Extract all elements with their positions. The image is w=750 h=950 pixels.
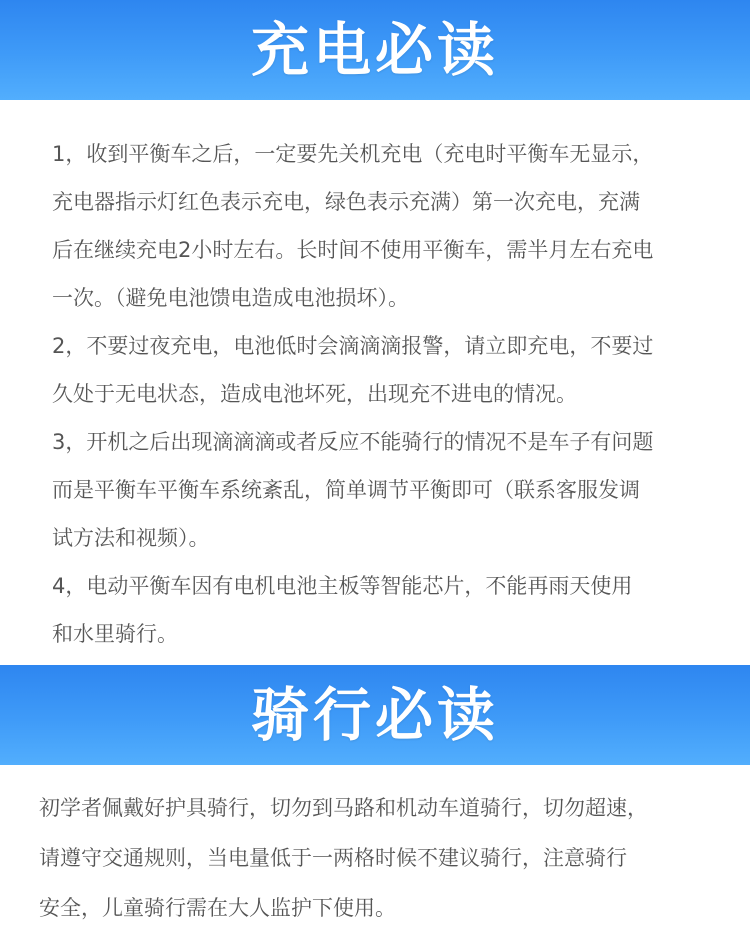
text-line: 1，收到平衡车之后，一定要先关机充电（充电时平衡车无显示， — [52, 142, 654, 166]
text-line: 2，不要过夜充电，电池低时会滴滴滴报警，请立即充电，不要过 — [52, 334, 654, 358]
text-line: 而是平衡车平衡车系统紊乱，简单调节平衡即可（联系客服发调 — [52, 478, 640, 502]
text-line: 一次。（避免电池馈电造成电池损坏）。 — [52, 286, 409, 310]
text-line: 试方法和视频）。 — [52, 526, 210, 550]
charging-instructions — [52, 130, 738, 658]
riding-title: 骑行必读 — [250, 681, 499, 749]
text-line: 请遵守交通规则，当电量低于一两格时候不建议骑行，注意骑行 — [39, 846, 627, 870]
text-line: 4，电动平衡车因有电机电池主板等智能芯片，不能再雨天使用 — [52, 574, 633, 598]
riding-instructions — [39, 783, 735, 933]
text-line: 后在继续充电2小时左右。长时间不使用平衡车，需半月左右充电 — [52, 238, 654, 262]
text-line: 久处于无电状态，造成电池坏死，出现充不进电的情况。 — [52, 382, 577, 406]
text-line: 充电器指示灯红色表示充电，绿色表示充满）第一次充电，充满 — [52, 190, 640, 214]
text-line: 和水里骑行。 — [52, 622, 178, 646]
text-line: 安全，儿童骑行需在大人监护下使用。 — [39, 896, 396, 920]
text-line: 初学者佩戴好护具骑行，切勿到马路和机动车道骑行，切勿超速， — [39, 796, 648, 820]
charging-title: 充电必读 — [250, 16, 499, 84]
riding-banner — [0, 665, 750, 765]
text-line: 3，开机之后出现滴滴滴或者反应不能骑行的情况不是车子有问题 — [52, 430, 654, 454]
charging-banner — [0, 0, 750, 100]
